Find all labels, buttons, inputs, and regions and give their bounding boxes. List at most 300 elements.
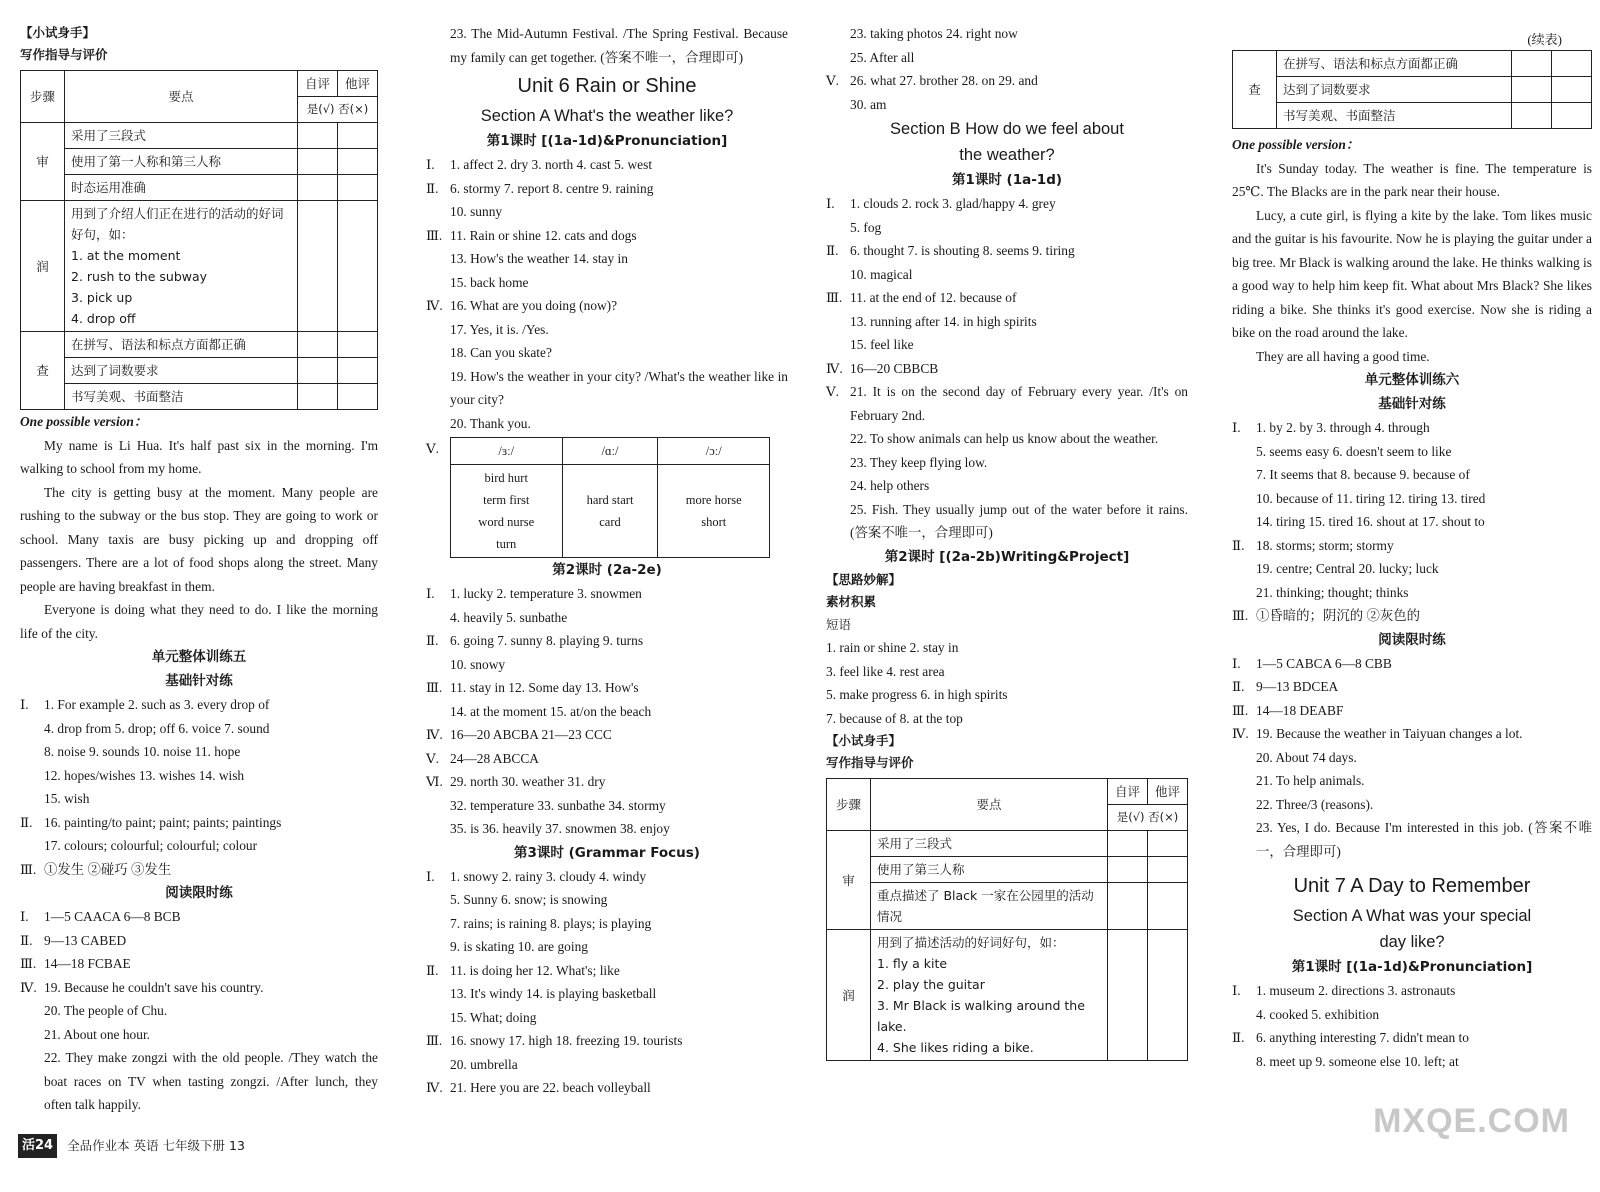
answer-row bbox=[1232, 816, 1592, 863]
lesson-title: 第1课时 [(1a-1d)&Pronunciation] bbox=[1291, 959, 1533, 975]
essay-paragraph: The city is getting busy at the moment. Many people are rushing to the subway or the bus stop. They are going to work or school. Many taxis are busy picking up and dropping off passengers. There are a lot of food shops along the street. Many people are having breakfast in them. bbox=[20, 484, 378, 594]
answer-text: 18. Can you skate? bbox=[450, 345, 552, 360]
item-number bbox=[1232, 510, 1256, 534]
point: 3. pick up bbox=[71, 290, 133, 305]
answer-row bbox=[426, 935, 788, 959]
answer-row bbox=[426, 294, 788, 318]
essay-paragraph: Everyone is doing what they need to do. I like the morning life of the city. bbox=[20, 602, 378, 641]
answer-text: 6. going 7. sunny 8. playing 9. turns bbox=[450, 633, 644, 648]
item-number: Ⅳ. bbox=[1232, 726, 1249, 741]
answer-row bbox=[1232, 604, 1592, 628]
item-number bbox=[426, 982, 450, 1006]
item-number bbox=[426, 412, 450, 436]
section-title-cont: the weather? bbox=[959, 146, 1055, 164]
answer-list bbox=[426, 865, 788, 1100]
phonetic-header: /ɜː/ bbox=[451, 438, 563, 465]
answer-text: 20. umbrella bbox=[450, 1056, 518, 1072]
point: 4. drop off bbox=[71, 311, 136, 326]
answer-row bbox=[1232, 1050, 1592, 1074]
answer-text: 23. Yes, I do. Because I'm interested in this job. (答案不唯一，合理即可) bbox=[1256, 820, 1592, 859]
section-subtitle: 写作指导与评价 bbox=[20, 47, 108, 62]
answer-row bbox=[426, 1029, 788, 1053]
unit-training-title: 单元整体训练五 bbox=[151, 649, 247, 665]
item-number bbox=[1232, 463, 1256, 487]
answer-text: 21. It is on the second day of February every year. /It's on February 2nd. bbox=[850, 384, 1188, 423]
answer-text: 9. is skating 10. are going bbox=[450, 939, 588, 954]
answer-row bbox=[826, 474, 1188, 498]
answer-row bbox=[426, 1053, 788, 1077]
answer-text: 11. at the end of 12. because of bbox=[850, 290, 1017, 305]
answer-row bbox=[426, 653, 788, 677]
answer-text: 4. cooked 5. exhibition bbox=[1256, 1006, 1380, 1022]
answer-row bbox=[426, 153, 788, 177]
answer-text: 13. It's windy 14. is playing basketball bbox=[450, 986, 657, 1001]
item-number: Ⅲ. bbox=[20, 861, 37, 877]
item-number bbox=[426, 22, 450, 69]
answer-text: 10. snowy bbox=[450, 656, 506, 672]
unit-title: Unit 7 A Day to Remember bbox=[1293, 875, 1531, 897]
item-number bbox=[20, 834, 44, 858]
item-number: Ⅲ. bbox=[1232, 702, 1249, 718]
item-number: Ⅰ. bbox=[426, 868, 435, 884]
answer-row bbox=[426, 629, 788, 653]
item-number: Ⅲ. bbox=[1232, 608, 1249, 623]
step-review: 审 bbox=[827, 831, 871, 930]
answer-row bbox=[426, 1076, 788, 1100]
answer-list bbox=[1232, 652, 1592, 864]
step-polish: 润 bbox=[21, 201, 65, 332]
version-label: One possible version： bbox=[1232, 137, 1360, 152]
answer-row bbox=[426, 224, 788, 248]
item-number bbox=[826, 22, 850, 46]
answer-text: 4. drop from 5. drop; off 6. voice 7. sound bbox=[44, 720, 270, 736]
point: 在拼写、语法和标点方面都正确 bbox=[1277, 51, 1512, 77]
item-number: Ⅱ. bbox=[1232, 679, 1245, 694]
point: 4. She likes riding a bike. bbox=[877, 1040, 1034, 1055]
answer-text: 8. meet up 9. someone else 10. left; at bbox=[1256, 1053, 1459, 1069]
column-2 bbox=[426, 22, 788, 1100]
answer-text: 6. thought 7. is shouting 8. seems 9. tiring bbox=[850, 243, 1075, 258]
phrase-line: 3. feel like 4. rest area bbox=[826, 663, 945, 679]
answer-row bbox=[426, 582, 788, 606]
answer-row bbox=[20, 787, 378, 811]
column-3 bbox=[826, 22, 1188, 1061]
answer-row bbox=[826, 286, 1188, 310]
answer-text: 29. north 30. weather 31. dry bbox=[450, 774, 606, 789]
phrase-line: 1. rain or shine 2. stay in bbox=[826, 640, 959, 655]
answer-row bbox=[1232, 1026, 1592, 1050]
section-tag: 【思路妙解】 bbox=[826, 571, 902, 587]
answer-row bbox=[826, 333, 1188, 357]
item-number bbox=[1232, 557, 1256, 581]
evaluation-table-continued bbox=[1232, 50, 1592, 129]
point: 书写美观、书面整洁 bbox=[1277, 103, 1512, 129]
answer-text: 1. For example 2. such as 3. every drop of bbox=[44, 697, 270, 712]
answer-text: 20. Thank you. bbox=[450, 415, 531, 431]
item-number bbox=[426, 1006, 450, 1030]
phonetic-header: /ɑː/ bbox=[562, 438, 658, 465]
answer-text: 30. am bbox=[850, 96, 887, 112]
item-number bbox=[1232, 793, 1256, 817]
answer-text: 22. To show animals can help us know about the weather. bbox=[850, 431, 1159, 446]
point: 用到了描述活动的好词好句，如： bbox=[877, 935, 1065, 950]
item-number: Ⅴ. bbox=[826, 73, 840, 88]
th-mark: 是(√) 否(×) bbox=[1108, 805, 1188, 831]
basic-practice-title: 基础针对练 bbox=[1378, 396, 1446, 412]
step-check: 查 bbox=[1233, 51, 1277, 129]
item-number: Ⅰ. bbox=[426, 586, 435, 601]
answer-row bbox=[1232, 979, 1592, 1003]
item-number: Ⅱ. bbox=[20, 932, 33, 948]
reading-practice-title: 阅读限时练 bbox=[1378, 631, 1446, 648]
answer-row bbox=[20, 811, 378, 835]
item-number bbox=[20, 1046, 44, 1117]
answer-row bbox=[1232, 1003, 1592, 1027]
answer-list bbox=[426, 22, 788, 69]
item-number bbox=[426, 341, 450, 365]
lesson-title: 第1课时 (1a-1d) bbox=[951, 172, 1063, 188]
answer-text: 12. hopes/wishes 13. wishes 14. wish bbox=[44, 767, 245, 783]
answer-text: 18. storms; storm; stormy bbox=[1256, 537, 1394, 553]
point: 时态运用准确 bbox=[65, 175, 298, 201]
answer-list bbox=[20, 905, 378, 1117]
phrase-line: 5. make progress 6. in high spirits bbox=[826, 687, 1008, 702]
item-number bbox=[20, 717, 44, 741]
answer-text: 1—5 CAACA 6—8 BCB bbox=[44, 909, 181, 924]
item-number bbox=[426, 318, 450, 342]
answer-row bbox=[826, 263, 1188, 287]
answer-row bbox=[826, 46, 1188, 70]
answer-text: 20. About 74 days. bbox=[1256, 749, 1357, 765]
answer-list bbox=[426, 582, 788, 841]
answer-text: 11. is doing her 12. What's; like bbox=[450, 962, 620, 978]
answer-text: 25. After all bbox=[850, 49, 915, 65]
item-number: Ⅰ. bbox=[1232, 655, 1241, 671]
answer-text: 17. colours; colourful; colourful; colour bbox=[44, 838, 258, 853]
answer-text: 21. Here you are 22. beach volleyball bbox=[450, 1080, 651, 1095]
answer-row bbox=[20, 999, 378, 1023]
answer-row bbox=[426, 770, 788, 794]
item-number: Ⅳ. bbox=[426, 1080, 443, 1095]
th-self: 自评 bbox=[1108, 779, 1148, 805]
item-number: Ⅱ. bbox=[426, 633, 439, 648]
answer-text: 25. Fish. They usually jump out of the water before it rains. (答案不唯一，合理即可) bbox=[850, 501, 1188, 540]
point: 重点描述了 Black 一家在公园里的活动情况 bbox=[871, 883, 1108, 930]
item-number bbox=[826, 451, 850, 475]
item-number bbox=[1232, 1050, 1256, 1074]
answer-text: 15. wish bbox=[44, 791, 90, 806]
answer-row bbox=[826, 310, 1188, 334]
answer-row bbox=[426, 723, 788, 747]
answer-row bbox=[1232, 440, 1592, 464]
item-number: Ⅴ. bbox=[426, 750, 440, 766]
answer-list bbox=[1232, 416, 1592, 628]
item-number bbox=[1232, 769, 1256, 793]
point: 书写美观、书面整洁 bbox=[65, 384, 298, 410]
item-number bbox=[20, 764, 44, 788]
item-number bbox=[426, 1053, 450, 1077]
page-footer bbox=[18, 1134, 245, 1158]
answer-text: 22. Three/3 (reasons). bbox=[1256, 796, 1374, 812]
answer-text: 16. painting/to paint; paint; paints; paintings bbox=[44, 814, 282, 830]
answer-text: 10. magical bbox=[850, 266, 913, 282]
answer-row bbox=[426, 817, 788, 841]
th-points: 要点 bbox=[65, 71, 298, 123]
answer-text: 10. sunny bbox=[450, 204, 503, 219]
answer-row bbox=[1232, 534, 1592, 558]
answer-row bbox=[426, 341, 788, 365]
answer-text: 4. heavily 5. sunbathe bbox=[450, 609, 568, 625]
section-tag: 【小试身手】 bbox=[826, 733, 902, 748]
answer-text: 19. Because he couldn't save his country. bbox=[44, 979, 264, 995]
watermark: MXQE.COM bbox=[1373, 1102, 1570, 1140]
answer-row bbox=[20, 905, 378, 929]
answer-row bbox=[20, 693, 378, 717]
item-number bbox=[1232, 487, 1256, 511]
answer-text: 1. snowy 2. rainy 3. cloudy 4. windy bbox=[450, 868, 647, 884]
answer-row bbox=[426, 865, 788, 889]
item-number: Ⅱ. bbox=[20, 814, 33, 830]
page-badge: 活24 bbox=[18, 1134, 57, 1158]
th-self: 自评 bbox=[298, 71, 338, 97]
item-number: Ⅰ. bbox=[20, 697, 29, 712]
answer-text: 19. How's the weather in your city? /What's the weather like in your city? bbox=[450, 368, 788, 407]
item-number: Ⅱ. bbox=[826, 243, 839, 258]
answer-text: 23. taking photos 24. right now bbox=[850, 26, 1018, 41]
answer-row bbox=[826, 380, 1188, 427]
answer-row bbox=[826, 498, 1188, 545]
answer-row bbox=[426, 247, 788, 271]
column-1 bbox=[20, 22, 378, 1117]
answer-text: 14—18 FCBAE bbox=[44, 956, 131, 971]
item-number bbox=[826, 333, 850, 357]
section-title: Section A What was your special bbox=[1292, 907, 1532, 925]
item-number: Ⅰ. bbox=[426, 157, 435, 172]
answer-row bbox=[426, 200, 788, 224]
lesson-title: 第3课时 (Grammar Focus) bbox=[514, 844, 700, 861]
essay-paragraph: My name is Li Hua. It's half past six in the morning. I'm walking to school from my home. bbox=[20, 437, 378, 476]
answer-row bbox=[426, 177, 788, 201]
answer-row bbox=[426, 912, 788, 936]
answer-text: 8. noise 9. sounds 10. noise 11. hope bbox=[44, 744, 241, 759]
answer-row bbox=[1232, 487, 1592, 511]
answer-text: 6. anything interesting 7. didn't mean to bbox=[1256, 1030, 1469, 1045]
item-number bbox=[1232, 440, 1256, 464]
step-check: 查 bbox=[21, 332, 65, 410]
item-number bbox=[20, 999, 44, 1023]
point: 1. fly a kite bbox=[877, 956, 948, 971]
answer-text: 1. lucky 2. temperature 3. snowmen bbox=[450, 586, 642, 601]
answer-row bbox=[426, 676, 788, 700]
answer-text: 26. what 27. brother 28. on 29. and bbox=[850, 73, 1038, 88]
answer-list bbox=[20, 693, 378, 881]
answer-row bbox=[20, 764, 378, 788]
answer-row bbox=[20, 740, 378, 764]
answer-row bbox=[20, 858, 378, 882]
item-number bbox=[426, 888, 450, 912]
item-number: Ⅱ. bbox=[426, 180, 439, 196]
lesson-title: 第2课时 (2a-2e) bbox=[552, 562, 662, 578]
item-number bbox=[1232, 1003, 1256, 1027]
item-number bbox=[826, 216, 850, 240]
answer-row bbox=[826, 192, 1188, 216]
section-subtitle: 素材积累 bbox=[826, 593, 877, 609]
answer-text: 11. stay in 12. Some day 13. How's bbox=[450, 680, 639, 695]
section-title: Section B How do we feel about bbox=[890, 120, 1124, 138]
answer-text: 16—20 CBBCB bbox=[850, 360, 939, 376]
item-number bbox=[826, 498, 850, 545]
answer-text: 17. Yes, it is. /Yes. bbox=[450, 321, 549, 337]
answer-row bbox=[1232, 416, 1592, 440]
answer-row bbox=[826, 93, 1188, 117]
lesson-title: 第2课时 [(2a-2b)Writing&Project] bbox=[884, 548, 1130, 565]
answer-text: ①昏暗的；阴沉的 ②灰色的 bbox=[1256, 608, 1421, 623]
section-title-cont: day like? bbox=[1379, 933, 1445, 951]
answer-row bbox=[426, 794, 788, 818]
th-step: 步骤 bbox=[21, 71, 65, 123]
answer-list bbox=[826, 22, 1188, 116]
item-number bbox=[426, 606, 450, 630]
phrase-line: 7. because of 8. at the top bbox=[826, 710, 963, 726]
answer-row bbox=[1232, 699, 1592, 723]
item-number: Ⅳ. bbox=[426, 727, 443, 742]
th-other: 他评 bbox=[1148, 779, 1188, 805]
item-number: Ⅱ. bbox=[1232, 1030, 1245, 1045]
answer-text: 16. What are you doing (now)? bbox=[450, 298, 618, 313]
lesson-title: 第1课时 [(1a-1d)&Pronunciation] bbox=[486, 133, 728, 149]
column-4 bbox=[1232, 50, 1592, 1073]
answer-text: 1. clouds 2. rock 3. glad/happy 4. grey bbox=[850, 196, 1056, 211]
answer-text: 9—13 BDCEA bbox=[1256, 679, 1339, 694]
answer-row bbox=[1232, 581, 1592, 605]
essay-paragraph: It's Sunday today. The weather is fine. The temperature is 25℃. The Blacks are in the park near their house. bbox=[1232, 160, 1592, 199]
answer-row bbox=[1232, 746, 1592, 770]
basic-practice-title: 基础针对练 bbox=[165, 673, 233, 689]
th-other: 他评 bbox=[338, 71, 378, 97]
answer-row bbox=[426, 700, 788, 724]
answer-row bbox=[20, 976, 378, 1000]
th-step: 步骤 bbox=[827, 779, 871, 831]
phonetic-header: /ɔː/ bbox=[658, 438, 770, 465]
answer-text: 21. To help animals. bbox=[1256, 773, 1365, 788]
answer-row bbox=[426, 888, 788, 912]
point: 在拼写、语法和标点方面都正确 bbox=[65, 332, 298, 358]
item-number bbox=[20, 740, 44, 764]
item-number: Ⅰ. bbox=[826, 196, 835, 211]
version-label: One possible version： bbox=[20, 414, 148, 429]
answer-text: 14. at the moment 15. at/on the beach bbox=[450, 703, 652, 719]
item-number bbox=[426, 700, 450, 724]
point: 使用了第一人称和第三人称 bbox=[65, 149, 298, 175]
answer-text: 7. It seems that 8. because 9. because of bbox=[1256, 467, 1470, 482]
item-number: Ⅰ. bbox=[1232, 983, 1241, 998]
point: 3. Mr Black is walking around the lake. bbox=[877, 998, 1085, 1034]
answer-text: 24. help others bbox=[850, 478, 930, 493]
item-number bbox=[426, 365, 450, 412]
item-number bbox=[20, 1023, 44, 1047]
answer-row bbox=[1232, 652, 1592, 676]
phonetics-table bbox=[450, 437, 770, 558]
phonetic-words: hard start card bbox=[562, 465, 658, 558]
essay-paragraph: Lucy, a cute girl, is flying a kite by the lake. Tom likes music and the guitar is his favourite. Now he is playing the guitar under a big tree. Mr Black is walking around the lake. He thinks walking is a good way to help him keep fit. What about Mrs Black? She likes riding a bike. She thinks it's good exercise. Now she is riding a bike on the road around the lake. bbox=[1232, 207, 1592, 340]
item-number: Ⅲ. bbox=[20, 956, 37, 971]
answer-row bbox=[826, 239, 1188, 263]
answer-row bbox=[1232, 675, 1592, 699]
answer-row bbox=[20, 717, 378, 741]
evaluation-table bbox=[826, 778, 1188, 1061]
item-number bbox=[1232, 746, 1256, 770]
answer-row bbox=[1232, 722, 1592, 746]
answer-text: 5. fog bbox=[850, 219, 882, 235]
th-mark: 是(√) 否(×) bbox=[298, 97, 378, 123]
answer-text: 1. museum 2. directions 3. astronauts bbox=[1256, 983, 1456, 998]
answer-text: 23. They keep flying low. bbox=[850, 454, 988, 470]
item-number: Ⅴ. bbox=[426, 441, 440, 456]
point: 1. at the moment bbox=[71, 248, 181, 263]
point-block bbox=[65, 201, 298, 332]
point-block bbox=[871, 930, 1108, 1061]
answer-row bbox=[20, 1023, 378, 1047]
evaluation-table bbox=[20, 70, 378, 410]
answer-row bbox=[826, 451, 1188, 475]
continued-label: (续表) bbox=[1527, 32, 1562, 47]
phonetic-words: more horse short bbox=[658, 465, 770, 558]
answer-row bbox=[426, 318, 788, 342]
answer-row bbox=[426, 22, 788, 69]
answer-list bbox=[826, 192, 1188, 545]
section-tag: 【小试身手】 bbox=[20, 25, 96, 40]
answer-text: 14. tiring 15. tired 16. shout at 17. shout to bbox=[1256, 514, 1485, 529]
item-number: Ⅳ. bbox=[20, 979, 37, 995]
answer-text: 15. What; doing bbox=[450, 1009, 537, 1025]
answer-text: 1. affect 2. dry 3. north 4. cast 5. west bbox=[450, 157, 653, 172]
answer-text: 5. seems easy 6. doesn't seem to like bbox=[1256, 443, 1452, 459]
answer-row bbox=[426, 747, 788, 771]
item-number bbox=[1232, 581, 1256, 605]
answer-row bbox=[1232, 510, 1592, 534]
answer-row bbox=[426, 365, 788, 412]
answer-text: 21. About one hour. bbox=[44, 1026, 151, 1042]
point: 达到了词数要求 bbox=[1277, 77, 1512, 103]
point: 2. rush to the subway bbox=[71, 269, 208, 284]
item-number bbox=[20, 787, 44, 811]
answer-row bbox=[426, 271, 788, 295]
footer-text: 全品作业本 英语 七年级下册 13 bbox=[67, 1138, 245, 1153]
item-number bbox=[426, 817, 450, 841]
phonetic-words: bird hurt term first word nurse turn bbox=[451, 465, 563, 558]
answer-text: 24—28 ABCCA bbox=[450, 750, 539, 766]
answer-text: 14—18 DEABF bbox=[1256, 702, 1344, 718]
answer-text: ①发生 ②碰巧 ③发生 bbox=[44, 861, 172, 877]
point: 2. play the guitar bbox=[877, 977, 985, 992]
answer-row bbox=[826, 427, 1188, 451]
th-points: 要点 bbox=[871, 779, 1108, 831]
answer-row bbox=[1232, 463, 1592, 487]
item-number: Ⅲ. bbox=[826, 290, 843, 305]
answer-text: 19. centre; Central 20. lucky; luck bbox=[1256, 561, 1439, 576]
answer-row bbox=[826, 69, 1188, 93]
answer-text: 13. running after 14. in high spirits bbox=[850, 313, 1037, 329]
answer-row bbox=[426, 606, 788, 630]
answer-row bbox=[20, 952, 378, 976]
point: 使用了第三人称 bbox=[871, 857, 1108, 883]
item-number bbox=[426, 271, 450, 295]
item-number: Ⅱ. bbox=[426, 962, 439, 978]
answer-text: 11. Rain or shine 12. cats and dogs bbox=[450, 227, 637, 243]
answer-row bbox=[1232, 557, 1592, 581]
answer-row bbox=[826, 22, 1188, 46]
step-review: 审 bbox=[21, 123, 65, 201]
